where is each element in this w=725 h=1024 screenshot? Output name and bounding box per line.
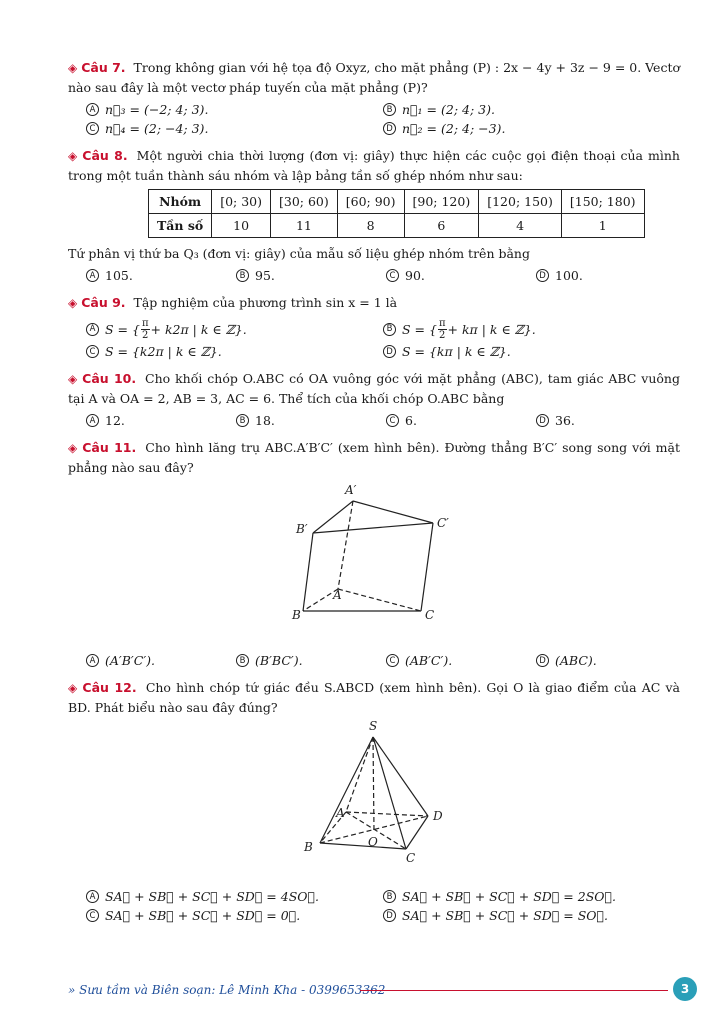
question-10-text-block — [68, 369, 680, 408]
option-b-text: 95. — [255, 268, 275, 283]
edge-sd — [373, 737, 428, 816]
option-b-text: 18. — [255, 413, 275, 428]
option-d-badge: D — [383, 122, 396, 135]
option-b-pre: S = { — [402, 321, 437, 337]
question-10-text: Cho khối chóp O.ABC có OA vuông góc với mặt phẳng (ABC), tam giác ABC vuông tại A và OA = 2, AB = 3, AC = 6. Thể tích của khối chóp O.ABC bằng — [68, 371, 680, 406]
table-header-cell: Nhóm — [149, 190, 212, 214]
question-8 — [68, 146, 680, 285]
option-a-badge: A — [86, 414, 99, 427]
option-d[interactable] — [383, 342, 680, 361]
vertex-label: C — [406, 851, 416, 865]
table-cell: 8 — [337, 214, 404, 238]
edge-a1a-hidden — [338, 501, 353, 589]
table-row — [149, 190, 645, 214]
option-d[interactable] — [536, 411, 686, 430]
question-11-options — [68, 651, 680, 670]
option-d[interactable] — [383, 906, 680, 925]
question-8-after-text: Tứ phân vị thứ ba Q₃ (đơn vị: giây) của mẫu số liệu ghép nhóm trên bằng — [68, 246, 530, 261]
vertex-label: A — [336, 806, 345, 820]
option-d-text: (ABC). — [555, 653, 597, 668]
option-c[interactable] — [386, 411, 536, 430]
option-d-text: 36. — [555, 413, 575, 428]
edge-sc — [373, 737, 406, 849]
question-7-options — [68, 100, 680, 138]
option-c-badge: C — [386, 654, 399, 667]
diamond-icon: ◈ — [68, 296, 78, 310]
option-c[interactable] — [386, 266, 536, 285]
vertex-label: A′ — [345, 483, 357, 497]
question-12-number: Câu 12. — [82, 680, 137, 695]
question-7-text-block — [68, 58, 680, 97]
option-a[interactable] — [86, 887, 383, 906]
vertex-label: O — [368, 835, 378, 849]
option-d-badge: D — [536, 269, 549, 282]
edge-sa-hidden — [346, 737, 373, 812]
table-cell: [90; 120) — [404, 190, 479, 214]
option-b[interactable] — [236, 651, 386, 670]
option-c-text: n⃗₄ = (2; −4; 3). — [105, 121, 209, 136]
edge-bc — [320, 843, 406, 849]
vertex-label: C — [425, 608, 435, 622]
option-d-badge: D — [536, 414, 549, 427]
fraction — [141, 318, 150, 341]
option-c-text: 90. — [405, 268, 425, 283]
option-b-badge: B — [236, 654, 249, 667]
table-cell: [60; 90) — [337, 190, 404, 214]
table-cell: [150; 180) — [561, 190, 644, 214]
table-cell: [120; 150) — [479, 190, 562, 214]
option-d[interactable] — [536, 651, 686, 670]
option-c-badge: C — [386, 414, 399, 427]
option-a-badge: A — [86, 890, 99, 903]
edge-b1c1 — [313, 523, 433, 533]
option-d-text: SA⃗ + SB⃗ + SC⃗ + SD⃗ = SO⃗. — [402, 908, 609, 923]
option-b-text: n⃗₁ = (2; 4; 3). — [402, 102, 495, 117]
option-b-text: (B′BC′). — [255, 653, 303, 668]
option-b-text: SA⃗ + SB⃗ + SC⃗ + SD⃗ = 2SO⃗. — [402, 889, 616, 904]
option-d-badge: D — [383, 909, 396, 922]
vertex-label: A — [333, 588, 342, 602]
option-c[interactable] — [86, 906, 383, 925]
option-b[interactable] — [383, 887, 680, 906]
edge-a1b1 — [313, 501, 353, 533]
question-8-number: Câu 8. — [82, 148, 128, 163]
question-9-options — [68, 316, 680, 361]
question-12-options — [68, 887, 680, 925]
option-c[interactable] — [86, 119, 383, 138]
question-11 — [68, 438, 680, 670]
question-12 — [68, 678, 680, 925]
page-number: 3 — [673, 977, 697, 1001]
fraction-numerator: π — [438, 317, 446, 329]
vertex-label: D — [433, 809, 443, 823]
option-c-badge: C — [386, 269, 399, 282]
question-8-options — [68, 266, 680, 285]
option-c-badge: C — [86, 909, 99, 922]
question-11-number: Câu 11. — [82, 440, 137, 455]
option-a-text: 12. — [105, 413, 125, 428]
vertex-label: S — [369, 719, 378, 733]
table-cell: 10 — [212, 214, 271, 238]
question-8-text: Một người chia thời lượng (đơn vị: giây) thực hiện các cuộc gọi điện thoại của mình trong một tuần thành sáu nhóm và lập bảng tần số ghép nhóm như sau: — [68, 148, 680, 183]
question-11-text-block — [68, 438, 680, 477]
option-b-post: + kπ | k ∈ ℤ}. — [447, 321, 536, 337]
option-a-post: + k2π | k ∈ ℤ}. — [150, 321, 247, 337]
table-cell: [0; 30) — [212, 190, 271, 214]
question-9-number: Câu 9. — [81, 295, 126, 310]
option-a[interactable] — [86, 266, 236, 285]
question-9-text-block — [68, 293, 680, 313]
option-a[interactable] — [86, 316, 383, 342]
page-footer — [68, 981, 708, 1001]
option-a-text: n⃗₃ = (−2; 4; 3). — [105, 102, 209, 117]
table-row — [149, 214, 645, 238]
option-b-badge: B — [383, 103, 396, 116]
option-a[interactable] — [86, 651, 236, 670]
option-d-text: 100. — [555, 268, 583, 283]
prism-figure — [293, 481, 463, 631]
option-c-badge: C — [86, 345, 99, 358]
edge-sb — [320, 737, 373, 843]
footer-credit: » Sưu tầm và Biên soạn: Lê Minh Kha - 0399653362 — [68, 983, 386, 997]
option-d-badge: D — [536, 654, 549, 667]
vertex-label: C′ — [437, 516, 449, 530]
diamond-icon: ◈ — [68, 372, 78, 386]
question-8-text-block — [68, 146, 680, 185]
fraction-numerator: π — [141, 317, 149, 329]
diamond-icon: ◈ — [68, 681, 78, 695]
option-c[interactable] — [386, 651, 536, 670]
option-c-text: SA⃗ + SB⃗ + SC⃗ + SD⃗ = 0⃗. — [105, 908, 301, 923]
option-d-text: S = {kπ | k ∈ ℤ}. — [402, 344, 511, 359]
option-d-badge: D — [383, 345, 396, 358]
table-cell: [30; 60) — [271, 190, 338, 214]
option-b-badge: B — [236, 414, 249, 427]
option-a-badge: A — [86, 654, 99, 667]
frequency-table — [148, 189, 645, 238]
option-c-text: 6. — [405, 413, 417, 428]
fraction — [438, 318, 447, 341]
option-c-badge: C — [86, 122, 99, 135]
question-10 — [68, 369, 680, 430]
question-12-text: Cho hình chóp tứ giác đều S.ABCD (xem hình bên). Gọi O là giao điểm của AC và BD. Phát biểu nào sau đây đúng? — [68, 680, 680, 715]
question-7 — [68, 58, 680, 138]
option-a-badge: A — [86, 323, 99, 336]
option-a-text: 105. — [105, 268, 133, 283]
table-cell: 11 — [271, 214, 338, 238]
diamond-icon: ◈ — [68, 61, 78, 75]
fraction-denominator: 2 — [142, 329, 149, 341]
vertex-label: B′ — [296, 522, 308, 536]
edge-ac-hidden — [338, 589, 421, 611]
table-header-cell: Tần số — [149, 214, 212, 238]
table-cell: 4 — [479, 214, 562, 238]
option-b[interactable] — [383, 316, 680, 342]
question-12-text-block — [68, 678, 680, 717]
option-b-badge: B — [236, 269, 249, 282]
edge-b1b — [303, 533, 313, 611]
question-10-options — [68, 411, 680, 430]
question-10-number: Câu 10. — [82, 371, 137, 386]
option-d-text: n⃗₂ = (2; 4; −3). — [402, 121, 506, 136]
option-b[interactable] — [236, 411, 386, 430]
option-d[interactable] — [383, 119, 680, 138]
vertex-label: B — [292, 608, 301, 622]
pyramid-figure — [298, 719, 458, 869]
option-c[interactable] — [86, 342, 383, 361]
edge-ad-hidden — [346, 812, 428, 816]
option-d[interactable] — [536, 266, 686, 285]
option-a-badge: A — [86, 103, 99, 116]
question-9 — [68, 293, 680, 361]
vertex-label: B — [304, 840, 313, 854]
question-7-text: Trong không gian với hệ tọa độ Oxyz, cho mặt phẳng (P) : 2x − 4y + 3z − 9 = 0. Vectơ nào sau đây là một vectơ pháp tuyến của mặt phẳng (P)? — [68, 60, 680, 95]
edge-c1c — [421, 523, 433, 611]
option-a[interactable] — [86, 411, 236, 430]
option-a-text: (A′B′C′). — [105, 653, 156, 668]
option-c-text: (AB′C′). — [405, 653, 453, 668]
question-7-number: Câu 7. — [81, 60, 126, 75]
option-c-text: S = {k2π | k ∈ ℤ}. — [105, 344, 222, 359]
option-b[interactable] — [236, 266, 386, 285]
table-cell: 1 — [561, 214, 644, 238]
footer-divider — [360, 990, 668, 991]
option-a-text: SA⃗ + SB⃗ + SC⃗ + SD⃗ = 4SO⃗. — [105, 889, 319, 904]
option-a-badge: A — [86, 269, 99, 282]
option-b-badge: B — [383, 890, 396, 903]
table-cell: 6 — [404, 214, 479, 238]
edge-a1c1 — [353, 501, 433, 523]
option-b-badge: B — [383, 323, 396, 336]
question-11-text: Cho hình lăng trụ ABC.A′B′C′ (xem hình bên). Đường thẳng B′C′ song song với mặt phẳng nào sau đây? — [68, 440, 681, 475]
question-page — [68, 58, 680, 933]
option-a-pre: S = { — [105, 321, 140, 337]
edge-so-hidden — [373, 737, 374, 831]
fraction-denominator: 2 — [439, 329, 446, 341]
option-a[interactable] — [86, 100, 383, 119]
option-b[interactable] — [383, 100, 680, 119]
question-9-text: Tập nghiệm của phương trình sin x = 1 là — [133, 295, 398, 310]
diamond-icon: ◈ — [68, 149, 78, 163]
diamond-icon: ◈ — [68, 441, 78, 455]
